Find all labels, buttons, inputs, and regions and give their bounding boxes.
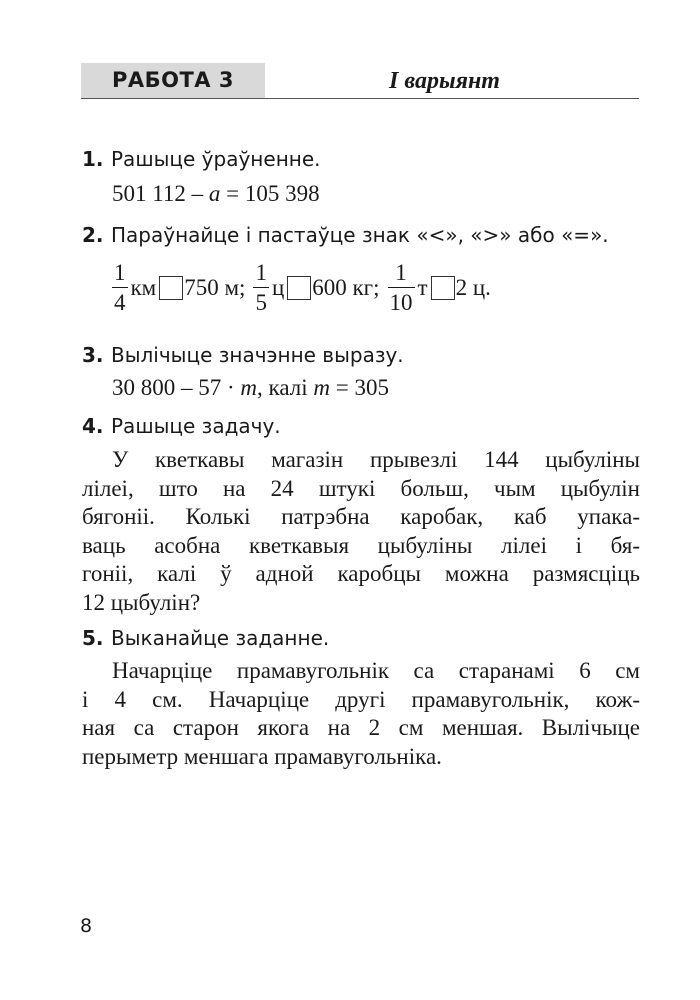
comparison-row	[112, 258, 491, 318]
equation-left: 501 112 –	[112, 181, 204, 206]
task-number: 2.	[82, 223, 104, 247]
task-number: 5.	[82, 626, 104, 650]
fraction	[253, 261, 269, 315]
comparison-value: 2 ц.	[455, 275, 491, 300]
task-1-heading	[82, 146, 321, 172]
instruction-line: Начарціце прамавугольнік са старанамі 6 см	[112, 658, 640, 683]
problem-line: У кветкавы магазін прывезлі 144 цыбуліны	[112, 447, 640, 472]
task-title: Параўнайце і пастаўце знак «<», «>» або «=».	[111, 223, 609, 247]
problem-line: лілеі, што на 24 штукі больш, чым цыбулін	[82, 475, 640, 501]
expression-variable: m	[240, 375, 258, 400]
task-number: 1.	[82, 147, 104, 171]
answer-box[interactable]	[287, 276, 311, 300]
task-title: Рашыце задачу.	[111, 414, 281, 438]
fraction-bar	[112, 287, 128, 288]
fraction-denominator: 5	[255, 290, 267, 315]
fraction-numerator: 1	[114, 260, 126, 285]
fraction-bar	[388, 287, 415, 288]
task-5-instruction-text	[82, 657, 640, 771]
task-title: Рашыце ўраўненне.	[111, 147, 321, 171]
task-5-heading	[82, 625, 329, 651]
problem-line: бягоніі. Колькі патрэбна каробак, каб упака-	[82, 504, 640, 529]
answer-box[interactable]	[431, 276, 455, 300]
task-3-expression	[112, 374, 389, 402]
problem-line: ваць асобна кветкавыя цыбуліны лілеі і бя-	[82, 532, 640, 558]
instruction-line: ная са старон якога на 2 см меншая. Вылічыце	[82, 715, 640, 740]
fraction-numerator: 1	[395, 260, 407, 285]
equation-right: = 105 398	[226, 181, 320, 206]
fraction-denominator: 10	[389, 290, 413, 315]
task-number: 4.	[82, 414, 104, 438]
expression-condition: , калі	[257, 375, 308, 400]
equation-variable: a	[208, 181, 221, 206]
task-1-equation	[112, 180, 320, 208]
answer-box[interactable]	[159, 276, 183, 300]
task-title: Выканайце заданне.	[111, 626, 330, 650]
unit-label: т	[417, 275, 428, 300]
variant-label: I варыянт	[389, 68, 500, 94]
comparison-value: 750 м;	[184, 275, 246, 300]
fraction-bar	[253, 287, 269, 288]
problem-line: гоніі, калі ў адной каробцы можна размясціць	[82, 561, 640, 586]
fraction	[388, 261, 415, 315]
header-rule	[81, 98, 639, 99]
fraction-numerator: 1	[255, 260, 267, 285]
expression-right: = 305	[335, 375, 390, 400]
task-2-heading	[82, 222, 609, 248]
task-3-heading	[82, 342, 404, 368]
instruction-line: і 4 см. Начарціце другі прамавугольнік, кож-	[82, 686, 640, 712]
comparison-value: 600 кг;	[312, 275, 380, 300]
fraction	[112, 261, 128, 315]
page-number: 8	[80, 915, 93, 937]
task-number: 3.	[82, 343, 104, 367]
instruction-line: перыметр меншага прамавугольніка.	[82, 743, 442, 769]
task-4-problem-text	[82, 446, 640, 617]
work-title: РАБОТА 3	[81, 63, 265, 98]
unit-label: ц	[271, 275, 285, 300]
fraction-denominator: 4	[114, 290, 126, 315]
task-title: Вылічыце значэнне выразу.	[111, 343, 404, 367]
task-4-heading	[82, 413, 281, 439]
problem-line: 12 цыбулін?	[82, 589, 201, 615]
expression-variable: m	[313, 375, 331, 400]
unit-label: км	[130, 275, 157, 300]
expression-left: 30 800 – 57 ·	[112, 375, 235, 400]
